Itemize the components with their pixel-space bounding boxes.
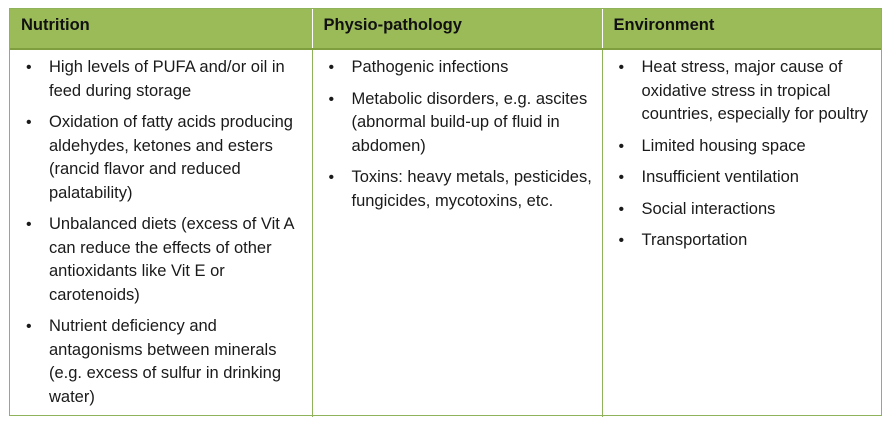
bullet-icon: • [618, 200, 625, 218]
list-item-text: Oxidation of fatty acids producing aldehydes, ketones and esters (rancid flavor and reduced palatability) [49, 113, 293, 202]
list-item [10, 213, 306, 307]
bullet-icon: • [328, 90, 335, 108]
bullet-icon: • [328, 59, 335, 76]
bullet-icon: • [618, 137, 625, 155]
list-item-text: Metabolic disorders, e.g. ascites (abnormal build-up of fluid in abdomen) [351, 89, 588, 155]
list-item-text: Unbalanced diets (excess of Vit A can reduce the effects of other antioxidants like Vit E or carotenoids) [49, 215, 294, 304]
list-item [10, 315, 306, 409]
list-item-text: Heat stress, major cause of oxidative stress in tropical countries, especially for poultry [641, 58, 869, 123]
list-item [603, 135, 876, 159]
list-item-text: Limited housing space [641, 136, 806, 155]
header-nutrition: Nutrition [10, 9, 312, 49]
list-item [603, 56, 876, 127]
bullet-icon: • [26, 59, 32, 76]
list-item [10, 56, 306, 103]
list-item [603, 229, 876, 253]
list-item [603, 198, 876, 222]
list-item-text: Social interactions [641, 199, 776, 218]
list-item-text: Toxins: heavy metals, pesticides, fungicides, mycotoxins, etc. [351, 168, 592, 210]
bullet-icon: • [618, 59, 625, 76]
header-row [10, 9, 881, 49]
bullet-icon: • [618, 169, 625, 186]
bullet-icon: • [26, 216, 32, 233]
list-item-text: Insufficient ventilation [641, 168, 799, 186]
physio-pathology-list [313, 56, 596, 213]
nutrition-list [10, 56, 306, 409]
stress-factors-table [10, 9, 881, 417]
environment-cell [602, 49, 881, 417]
header-environment: Environment [602, 9, 881, 49]
header-physio-pathology: Physio-pathology [312, 9, 602, 49]
list-item-text: Transportation [641, 231, 748, 249]
list-item [313, 56, 596, 80]
list-item-text: Pathogenic infections [351, 58, 509, 76]
list-item [603, 166, 876, 190]
list-item [313, 166, 596, 213]
bullet-icon: • [618, 232, 625, 249]
environment-list [603, 56, 876, 253]
stress-factors-table-container [9, 8, 882, 416]
bullet-icon: • [328, 169, 335, 186]
bullet-icon: • [26, 318, 32, 335]
bullet-icon: • [26, 114, 32, 131]
list-item [313, 88, 596, 159]
list-item [10, 111, 306, 205]
nutrition-cell [10, 49, 312, 417]
list-item-text: Nutrient deficiency and antagonisms between minerals (e.g. excess of sulfur in drinking water) [49, 317, 282, 406]
physio-pathology-cell [312, 49, 602, 417]
body-row [10, 49, 881, 417]
list-item-text: High levels of PUFA and/or oil in feed during storage [49, 58, 285, 100]
